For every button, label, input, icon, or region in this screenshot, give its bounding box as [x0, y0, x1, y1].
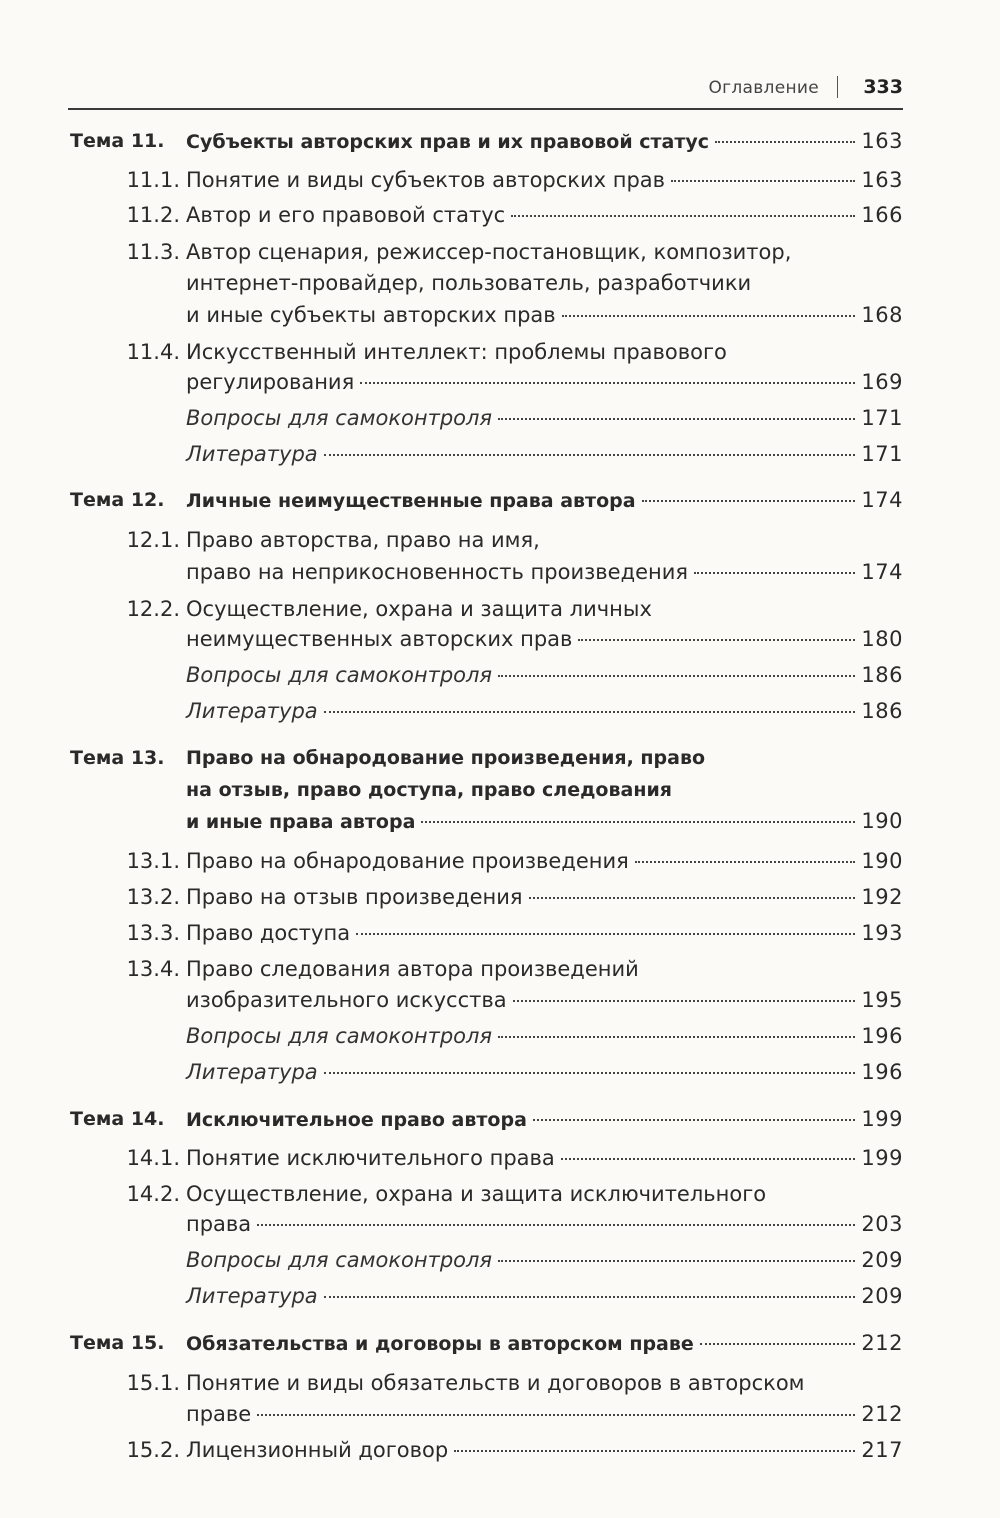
section-entry[interactable]	[186, 200, 903, 230]
dot-leader	[694, 572, 855, 574]
page-ref: 174	[861, 560, 903, 584]
dot-leader	[578, 639, 855, 641]
dot-leader	[533, 1119, 855, 1121]
page-ref: 192	[861, 885, 903, 909]
section-entry[interactable]	[186, 1435, 903, 1465]
dot-leader	[498, 675, 855, 677]
running-title: Оглавление	[708, 78, 819, 98]
section-title: Право на отзыв произведения	[186, 885, 523, 909]
literature-title: Литература	[186, 442, 318, 466]
topic-label: Тема 11.	[70, 130, 165, 152]
section-title-line: праве	[186, 1402, 252, 1426]
page-ref: 174	[861, 488, 903, 512]
dot-leader	[561, 1158, 855, 1160]
section-entry[interactable]	[186, 882, 903, 912]
section-title: Право доступа	[186, 921, 351, 945]
section-title-line: интернет-провайдер, пользователь, разработчики	[186, 271, 752, 295]
section-entry[interactable]	[186, 918, 903, 948]
dot-leader	[324, 711, 855, 713]
section-entry[interactable]	[186, 557, 903, 587]
dot-leader	[511, 215, 855, 217]
topic-title: Личные неимущественные права автора	[186, 490, 636, 512]
page-ref: 203	[861, 1212, 903, 1236]
section-title: Понятие исключительного права	[186, 1146, 555, 1170]
section-entry[interactable]	[186, 1399, 903, 1429]
section-title-line: Осуществление, охрана и защита личных	[186, 597, 652, 621]
topic-label: Тема 15.	[70, 1332, 165, 1354]
section-number: 14.2.	[126, 1182, 180, 1206]
dot-leader	[324, 1072, 855, 1074]
literature-entry[interactable]	[186, 696, 903, 726]
section-entry[interactable]	[186, 624, 903, 654]
section-number: 11.4.	[126, 340, 180, 364]
page-ref: 190	[861, 849, 903, 873]
page-ref: 171	[861, 442, 903, 466]
section-number: 12.2.	[126, 597, 180, 621]
section-entry[interactable]	[186, 300, 903, 330]
literature-entry[interactable]	[186, 1057, 903, 1087]
section-title: Лицензионный договор	[186, 1438, 449, 1462]
dot-leader	[529, 897, 855, 899]
topic-entry[interactable]	[186, 1328, 903, 1359]
dot-leader	[513, 1000, 855, 1002]
topic-title-line: и иные права автора	[186, 811, 416, 833]
self-check-entry[interactable]	[186, 1245, 903, 1275]
section-entry[interactable]	[186, 165, 903, 195]
section-entry[interactable]	[186, 367, 903, 397]
literature-entry[interactable]	[186, 439, 903, 469]
page-ref: 199	[861, 1146, 903, 1170]
topic-label: Тема 12.	[70, 489, 165, 511]
section-number: 15.2.	[126, 1438, 180, 1462]
section-title-line: Право авторства, право на имя,	[186, 528, 540, 552]
page-ref: 217	[861, 1438, 903, 1462]
page-ref: 180	[861, 627, 903, 651]
page-ref: 171	[861, 406, 903, 430]
header-divider	[837, 76, 838, 98]
section-title-line: право на неприкосновенность произведения	[186, 560, 689, 584]
page-number: 333	[863, 76, 903, 98]
topic-label: Тема 14.	[70, 1108, 165, 1130]
topic-entry[interactable]	[186, 126, 903, 157]
self-check-title: Вопросы для самоконтроля	[186, 1024, 493, 1048]
section-title-line: Понятие и виды обязательств и договоров в авторском	[186, 1371, 805, 1395]
dot-leader	[562, 315, 855, 317]
section-title-line: Осуществление, охрана и защита исключительного	[186, 1182, 767, 1206]
page-ref: 190	[861, 809, 903, 833]
page-ref: 196	[861, 1024, 903, 1048]
section-title-line: неимущественных авторских прав	[186, 627, 573, 651]
page-ref: 186	[861, 663, 903, 687]
dot-leader	[498, 418, 855, 420]
section-title-line: Автор сценария, режиссер-постановщик, композитор,	[186, 240, 792, 264]
self-check-entry[interactable]	[186, 660, 903, 690]
page-ref: 196	[861, 1060, 903, 1084]
page-ref: 209	[861, 1284, 903, 1308]
section-title-line: Право следования автора произведений	[186, 957, 639, 981]
section-number: 11.1.	[126, 168, 180, 192]
page-ref: 166	[861, 203, 903, 227]
section-entry[interactable]	[186, 1209, 903, 1239]
section-entry[interactable]	[186, 846, 903, 876]
self-check-entry[interactable]	[186, 1021, 903, 1051]
section-title-line: права	[186, 1212, 252, 1236]
dot-leader	[360, 382, 855, 384]
section-title-line: Искусственный интеллект: проблемы правового	[186, 340, 727, 364]
section-title: Автор и его правовой статус	[186, 203, 506, 227]
dot-leader	[324, 454, 855, 456]
page-ref: 163	[861, 129, 903, 153]
page-ref: 212	[861, 1402, 903, 1426]
topic-title: Обязательства и договоры в авторском праве	[186, 1333, 694, 1355]
topic-title: Исключительное право автора	[186, 1109, 527, 1131]
dot-leader	[454, 1450, 855, 1452]
page-ref: 186	[861, 699, 903, 723]
page-header	[68, 72, 903, 110]
section-title-line: и иные субъекты авторских прав	[186, 303, 556, 327]
section-title: Право на обнародование произведения	[186, 849, 629, 873]
topic-title: Субъекты авторских прав и их правовой статус	[186, 131, 710, 153]
page-ref: 212	[861, 1331, 903, 1355]
section-number: 12.1.	[126, 528, 180, 552]
page-ref: 199	[861, 1107, 903, 1131]
self-check-entry[interactable]	[186, 403, 903, 433]
section-number: 11.2.	[126, 203, 180, 227]
section-title-line: регулирования	[186, 370, 355, 394]
topic-label: Тема 13.	[70, 747, 165, 769]
literature-title: Литература	[186, 1284, 318, 1308]
page-ref: 168	[861, 303, 903, 327]
dot-leader	[715, 141, 855, 143]
literature-title: Литература	[186, 1060, 318, 1084]
dot-leader	[498, 1260, 855, 1262]
page-ref: 169	[861, 370, 903, 394]
section-title-line: изобразительного искусства	[186, 988, 507, 1012]
topic-entry[interactable]	[186, 806, 903, 837]
topic-entry[interactable]	[186, 485, 903, 516]
page-ref: 209	[861, 1248, 903, 1272]
topic-entry[interactable]	[186, 1104, 903, 1135]
section-entry[interactable]	[186, 1143, 903, 1173]
literature-entry[interactable]	[186, 1281, 903, 1311]
page-ref: 195	[861, 988, 903, 1012]
section-number: 13.3.	[126, 921, 180, 945]
dot-leader	[257, 1414, 855, 1416]
topic-title-line: на отзыв, право доступа, право следования	[186, 779, 672, 801]
section-number: 13.2.	[126, 885, 180, 909]
dot-leader	[324, 1296, 855, 1298]
dot-leader	[642, 500, 855, 502]
dot-leader	[671, 180, 855, 182]
dot-leader	[356, 933, 855, 935]
section-number: 14.1.	[126, 1146, 180, 1170]
section-entry[interactable]	[186, 985, 903, 1015]
section-title: Понятие и виды субъектов авторских прав	[186, 168, 666, 192]
section-number: 13.4.	[126, 957, 180, 981]
literature-title: Литература	[186, 699, 318, 723]
section-number: 15.1.	[126, 1371, 180, 1395]
dot-leader	[700, 1343, 855, 1345]
dot-leader	[635, 861, 855, 863]
section-number: 13.1.	[126, 849, 180, 873]
self-check-title: Вопросы для самоконтроля	[186, 1248, 493, 1272]
dot-leader	[421, 821, 855, 823]
self-check-title: Вопросы для самоконтроля	[186, 406, 493, 430]
topic-title-line: Право на обнародование произведения, право	[186, 747, 706, 769]
page-ref: 193	[861, 921, 903, 945]
section-number: 11.3.	[126, 240, 180, 264]
self-check-title: Вопросы для самоконтроля	[186, 663, 493, 687]
dot-leader	[257, 1224, 855, 1226]
dot-leader	[498, 1036, 855, 1038]
page-ref: 163	[861, 168, 903, 192]
